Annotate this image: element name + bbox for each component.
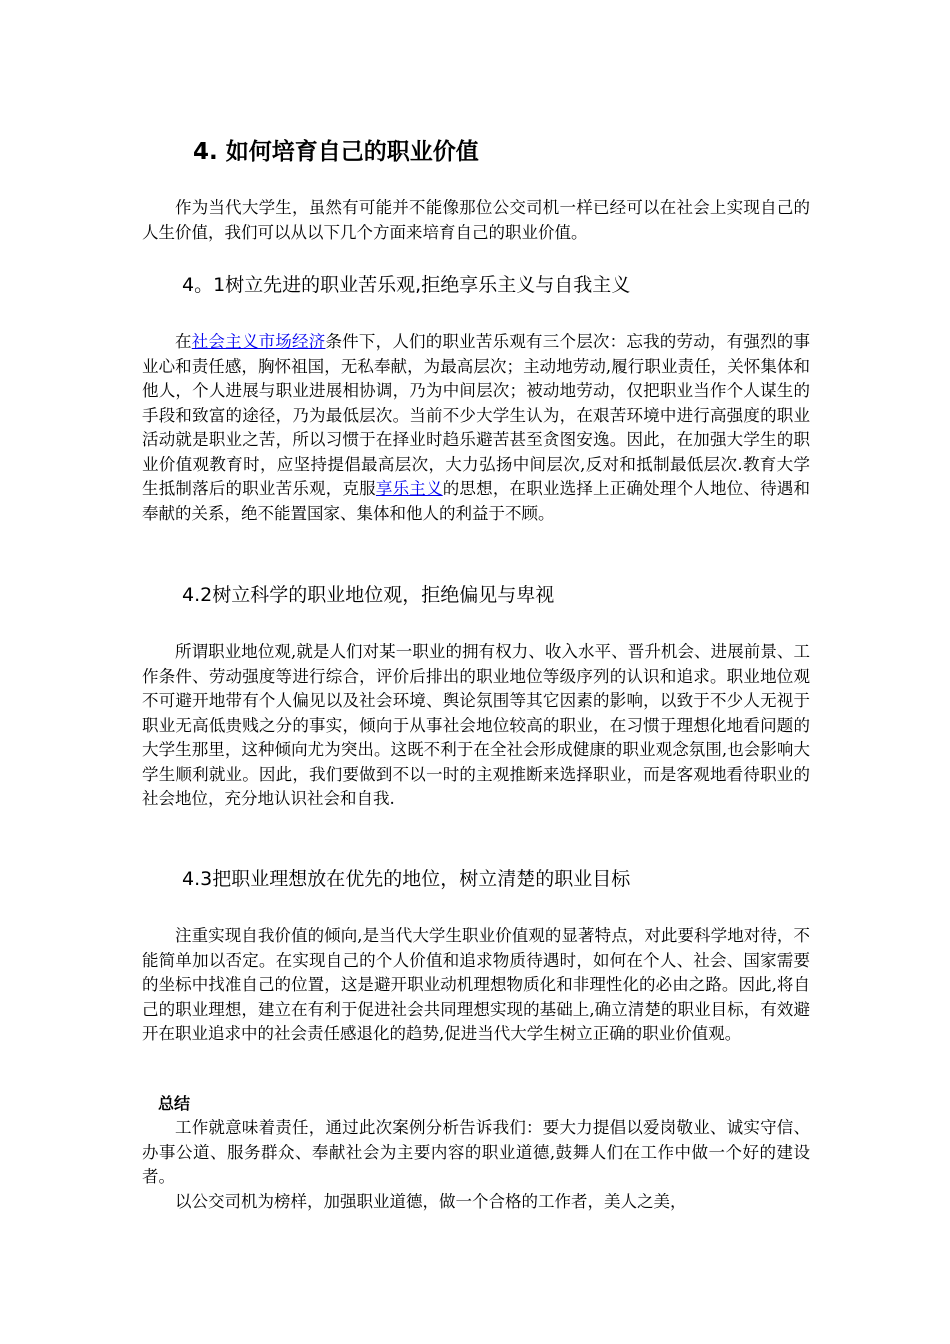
section-4-1-text-part3: 的思想，在职业选择上正确处理个人地位、待遇和奉献的关系，绝不能置国家、集体和他人的利益于不顾。 <box>142 479 811 523</box>
section-4-2-heading: 4.2树立科学的职业地位观，拒绝偏见与卑视 <box>182 584 555 606</box>
section-4-1-heading: 4。1树立先进的职业苦乐观,拒绝享乐主义与自我主义 <box>182 274 631 296</box>
section-4-3-paragraph: 注重实现自我价值的倾向,是当代大学生职业价值观的显著特点，对此要科学地对待，不能简单加以否定。在实现自己的个人价值和追求物质待遇时，如何在个人、社会、国家需要的坐标中找准自己的位置，这是避开职业动机理想物质化和非理性化的必由之路。因此,将自己的职业理想，建立在有利于促进社会共同理想实现的基础上,确立清楚的职业目标，有效避开在职业追求中的社会责任感退化的趋势,促进当代大学生树立正确的职业价值观。 <box>142 926 810 1043</box>
section-4-1-text-part2: 条件下，人们的职业苦乐观有三个层次：忘我的劳动，有强烈的事业心和责任感，胸怀祖国，无私奉献，为最高层次；主动地劳动,履行职业责任，关怀集体和他人，个人进展与职业进展相协调，乃为中间层次；被动地劳动，仅把职业当作个人谋生的手段和致富的途径，乃为最低层次。当前不少大学生认为，在艰苦环境中进行高强度的职业活动就是职业之苦，所以习惯于在择业时趋乐避苦甚至贪图安逸。因此，在加强大学生的职业价值观教育时，应坚持提倡最高层次，大力弘扬中间层次,反对和抵制最低层次.教育大学生抵制落后的职业苦乐观，克服 <box>142 332 811 498</box>
summary-paragraph-1: 工作就意味着责任，通过此次案例分析告诉我们：要大力提倡以爱岗敬业、诚实守信、办事公道、服务群众、奉献社会为主要内容的职业道德,鼓舞人们在工作中做一个好的建设者。 <box>142 1118 810 1186</box>
section-4-2-paragraph: 所谓职业地位观,就是人们对某一职业的拥有权力、收入水平、晋升机会、进展前景、工作条件、劳动强度等进行综合，评价后排出的职业地位等级序列的认识和追求。职业地位观不可避开地带有个人偏见以及社会环境、舆论氛围等其它因素的影响，以致于不少人无视于职业无高低贵贱之分的事实，倾向于从事社会地位较高的职业，在习惯于理想化地看问题的大学生那里，这种倾向尤为突出。这既不利于在全社会形成健康的职业观念氛围,也会影响大学生顺利就业。因此，我们要做到不以一时的主观推断来选择职业，而是客观地看待职业的社会地位，充分地认识社会和自我. <box>142 642 810 808</box>
link-hedonism[interactable]: 享乐主义 <box>375 479 443 498</box>
link-socialist-market-economy[interactable]: 社会主义市场经济 <box>191 332 326 351</box>
document-title: 4. 如何培育自己的职业价值 <box>193 139 479 165</box>
summary-paragraph-2: 以公交司机为榜样，加强职业道德，做一个合格的工作者，美人之美， <box>175 1192 687 1211</box>
section-4-3-heading: 4.3把职业理想放在优先的地位，树立清楚的职业目标 <box>182 868 631 890</box>
section-4-1-paragraph <box>142 330 810 526</box>
section-4-1-text-part1: 在 <box>175 332 192 351</box>
intro-paragraph: 作为当代大学生，虽然有可能并不能像那位公交司机一样已经可以在社会上实现自己的人生价值，我们可以从以下几个方面来培育自己的职业价值。 <box>142 198 810 242</box>
summary-heading: 总结 <box>158 1094 191 1113</box>
